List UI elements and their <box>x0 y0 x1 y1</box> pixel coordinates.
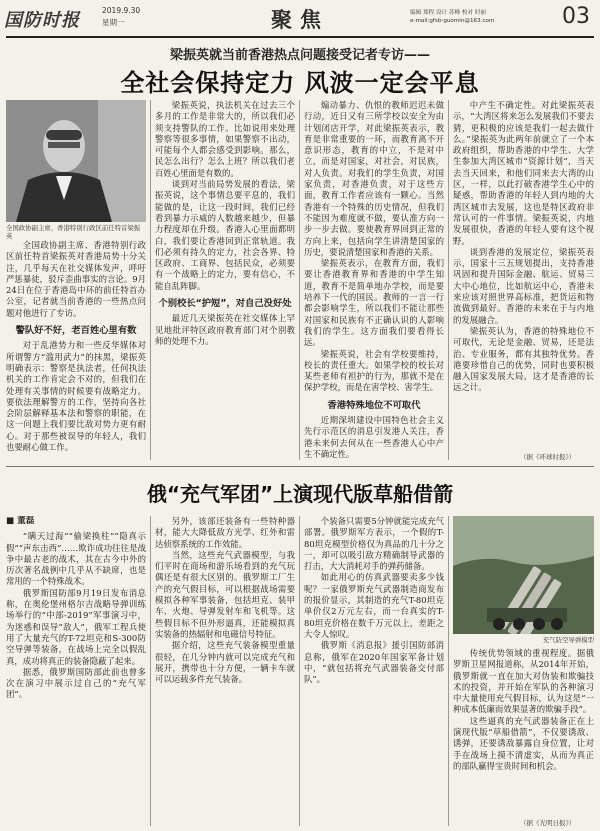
story1-kicker: 梁振英就当前香港热点问题接受记者专访—— <box>169 48 430 63</box>
story2-column-1 <box>6 516 146 826</box>
story1-column-4 <box>453 100 594 450</box>
story1-subhead-3: 香港特殊地位不可取代 <box>327 399 421 411</box>
newspaper-logo <box>4 6 100 31</box>
story1-paragraph: 全国政协副主席、香港特别行政区前任特首梁振英对香港局势十分关注，几乎每天在社交媒体发声，呼吁严惩暴徒，驳斥歪曲事实的言论。9月24日在位于香港岛中环的前任特首办公室，记者就当前香港的一些热点问题对他进行了专访。 <box>6 240 146 318</box>
story2-byline: ■ 董磊 <box>6 516 35 526</box>
story1-photo-caption: 全国政协副主席、香港特别行政区前任特首梁振英 <box>6 224 141 240</box>
masthead <box>0 0 600 38</box>
column-divider <box>150 100 151 460</box>
story1-source: （据《环球时报》） <box>520 453 576 461</box>
editor-credits: 编辑 郑程 设计 苏峰 校对 时丽 <box>410 10 487 16</box>
story2-missile-decoy-photo <box>453 516 594 634</box>
column-divider <box>299 516 300 826</box>
story1-subhead-1: 警队好不好，老百姓心里有数 <box>15 325 137 337</box>
story1-paragraph: 最近几天梁振英在社交媒体上罕见地批评特区政府教育部门对个别教师的处理不力。 <box>155 313 295 346</box>
story1-headline: 全社会保持定力 风波一定会平息 <box>120 69 480 97</box>
story2-column-4 <box>453 648 594 818</box>
masthead-rule <box>6 36 594 38</box>
story2-source: （据《光明日报》） <box>520 819 576 827</box>
story2-paragraph: “瞒天过海”“偷梁换柱”“隐真示假”“声东击西”……欺诈成功往往是战争中最古老的战术，其在古今中外的历次著名战例中几乎从不缺席，也是常用的一个特殊战术。 <box>6 531 146 587</box>
story2-paragraph: 如此用心的仿真武器要卖多少钱呢？一家俄罗斯充气武器制造商发布的报价显示，其制造的充气T-80坦克单价仅2万元左右，而一台真实的T-80坦克价格在数千万元以上，差距之大令人惊叹。 <box>304 572 444 639</box>
story2-headline: 俄“充气军团”上演现代版草船借箭 <box>146 482 454 506</box>
story1-paragraph: 谈到对当前局势发展的看法，梁振英说，这个事情总要平息的，我们能做的是，让这一段时间，我们已经看到暴力示威的人数越来越少，但暴力程度却在升级。香港人心里面都明白，我们要让香港回到正常轨道。我们必须有持久的定力，社会各界、特区政府、工商界、包括民众，必须要有一个战略上的定力，要有信心，不能自乱阵脚。 <box>155 179 295 291</box>
story1-paragraph: 梁振英认为，香港的特殊地位不可取代，无论是金融、贸易，还是法治、专业服务，都有其独特优势。香港要珍惜自己的优势，同时也要积极融入国家发展大局，这才是香港的长远之计。 <box>453 325 594 393</box>
editor-email: e-mail:gfsb-guomin@163.com <box>410 18 495 24</box>
story-separator <box>6 466 594 467</box>
story2-paragraph: 传统优势领域的重视程度。据俄罗斯卫星网报道称，从2014年开始，俄罗斯就一直在加大对伪装和欺骗技术的投资，并开始在军队的各种演习中大量使用充气假目标，认为这是“一种成本低廉而效果显著的欺骗手段”。 <box>453 648 594 715</box>
column-divider <box>448 516 449 826</box>
story1-paragraph: 对于乱港势力和一些反华媒体对所谓警方“滥用武力”的抹黑，梁振英明确表示：警察是执法者，任何执法机关的工作肯定会不对的，但我们在处理有关事情的时候要有战略定力。要依法理解警方的工作，坚持向各社会阶层解释基本法和警察的职能，在这一问题上我们要比敌对势力更有耐心。对于那些被误导的年轻人，我们也要耐心做工作。 <box>6 340 146 453</box>
page-number: 03 <box>562 4 590 29</box>
story2-paragraph: 俄罗斯国防部9月19日发布消息称，在奥伦堡州格尔吉战略导弹训练场举行的“中部-2019”军事演习中，为迷惑和误导“敌人”，俄军工程兵使用了大量充气的T-72坦克和S-300防空导弹等装备，在战场上完全以假乱真，成功将真正的装备隐蔽了起来。 <box>6 587 146 666</box>
story2-column-2 <box>155 516 295 826</box>
column-divider <box>299 100 300 460</box>
story1-paragraph: 梁振英说，执法机关在过去三个多月的工作是非常大的，所以我们必须支持警队的工作。比如说用来处理警察等很多事情，如果警察不出动，可能每个人都会感受到影响。那么，民怎么出行？怎么上班？所以我们老百姓心里面是有数的。 <box>155 100 295 178</box>
section-title: 聚焦 <box>271 8 329 32</box>
story1-column-2 <box>155 100 295 460</box>
story1-subhead-2: 个别校长“护短”，对自己没好处 <box>158 298 292 310</box>
story2-paragraph: 这些逼真的充气武器装备正在上演现代版“草船借箭”，不仅要诱敌、诱弹，还要诱敌暴露自身位置，让对手在战场上摸不清虚实，从而为真正的部队赢得宝贵时间和机会。 <box>453 715 594 771</box>
story1-column-3 <box>304 100 444 460</box>
story2-paragraph: 另外，该部还装备有一些特种器材，能大大降低敌方光学、红外和雷达侦察系统的工作效能。 <box>155 516 295 549</box>
portrait-illustration <box>6 100 146 222</box>
story1-portrait-photo <box>6 100 146 222</box>
story2-paragraph: 据悉，俄罗斯国防部此前也曾多次在演习中展示过自己的“充气军团”。 <box>6 666 146 700</box>
decoy-illustration <box>453 516 594 634</box>
story2-paragraph: 据介绍，这些充气装备模型重量很轻，在几分钟内就可以完成充气和展开，携带也十分方便，一辆卡车就可以运载多件充气装备。 <box>155 640 295 685</box>
story1-column-1 <box>6 240 146 460</box>
column-divider <box>150 516 151 826</box>
story2-paragraph: 个装备只需要5分钟就能完成充气部署。俄罗斯军方表示，一个假的T-80坦克模型价格仅为真品的几十分之一，却可以吸引敌方精确制导武器的打击，大大消耗对手的弹药储备。 <box>304 516 444 572</box>
story1-paragraph: 煽动暴力、仇恨的教师迟迟未做行动，近日又有三所学校以安全为由计划闭店开学，对此梁振英表示，教育是非常重要的一环，而教育离不开意识形态，教育的中立，不是对中立，而是对国家，对社会，对民族，对人负责。对我们的学生负责，对国家负责，对香港负责，对于这些方面，教育工作者应该有一颗心。当然香港有一个特殊的历史情况，但我们不能因为难度就不做，要认准方向一步一步去做。要使教育界回到正常的方向上来，包括向学生讲清楚国家的历史，要说清楚国家和香港的关系。 <box>304 100 444 257</box>
story2-photo-caption: 充气防空导弹模型 <box>542 636 594 644</box>
logo-text: 国防时报 <box>4 10 80 31</box>
story1-paragraph: 谈到香港的发展定位，梁振英表示，国家十三五规划提出，支持香港巩固和提升国际金融、航运、贸易三大中心地位，比如航运中心，香港未来应该对照世界高标准，把货运和物流做到最好。香港的未来在于与内地的发展融合。 <box>453 246 594 325</box>
story1-paragraph: 梁振英表示，在教育方面，我们要让香港教育界和香港的中学生知道，教育不是简单地办学校，而是要培养下一代的国民。教师的一言一行都会影响学生，所以我们不能让那些对国家和民族有不正确认识的人影响我们的学生。这方面我们要看得长远。 <box>304 258 444 348</box>
issue-weekday: 星期一 <box>102 18 125 27</box>
story2-paragraph: 当然，这些充气武器模型，与我们平时在商场和游乐场看到的充气玩偶还是有很大区别的。俄罗斯工厂生产的充气假目标，可以根据战场需要模拟各种军事装备，包括坦克、装甲车、火炮、导弹发射车和飞机等。这些假目标不但外形逼真，还能模拟真实装备的热辐射和电磁信号特征。 <box>155 549 295 639</box>
story1-paragraph: 近期深圳建设中国特色社会主义先行示范区的消息引发港人关注，香港未来何去何从在一些香港人心中产生不确定性。 <box>304 415 444 459</box>
story1-paragraph: 梁振英说，社会有学校要维持，校长的责任重大。如果学校的校长对某些老师有袒护的行为，那就不是在保护学校，而是在害学校、害学生。 <box>304 348 444 393</box>
column-divider <box>448 100 449 460</box>
issue-date: 2019.9.30 <box>102 6 141 15</box>
story2-paragraph: 俄罗斯《消息报》援引国防部消息称，俄军在2020年国家军备计划中，“就包括将充气武器装备交付部队”。 <box>304 640 444 685</box>
story2-column-3 <box>304 516 444 826</box>
story1-paragraph: 中产生不确定性。对此梁振英表示，“大湾区将来怎么发展我们不要去猜，更积极的应该是我们一起去做什么。”梁振英为此两年前就立了一个本政府组织，帮助香港的中学生、大学生参加大湾区城市“资源计划”，当天去当天回来，和他们同来去大湾的山区，一样，以此打破香港学生心中的疑惑，帮助香港的年轻人到内地的大湾区城市去发展，这也是特区政府非常认可的一件事情。梁振英说，内地发展很快，香港的年轻人要有这个视野。 <box>453 100 594 246</box>
